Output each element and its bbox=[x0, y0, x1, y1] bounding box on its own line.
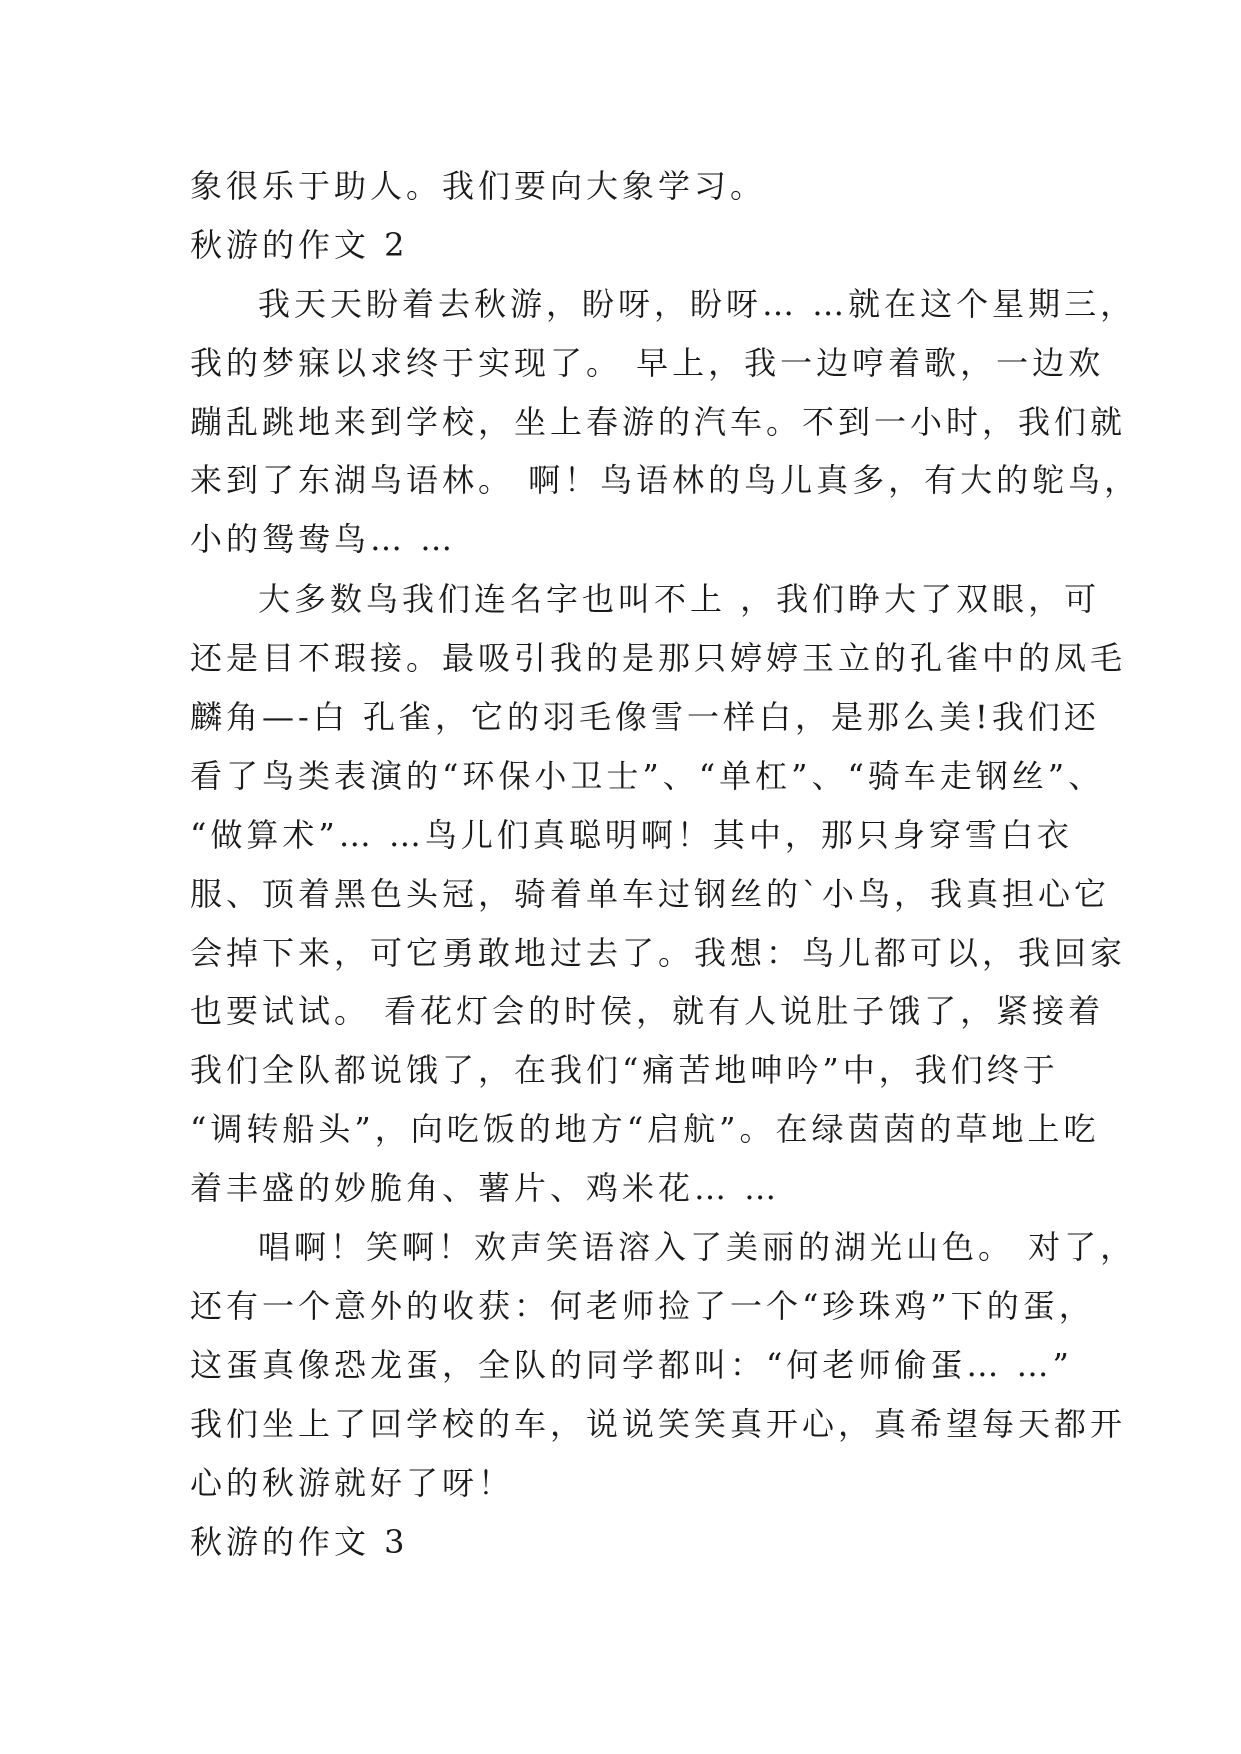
paragraph-line: 我天天盼着去秋游，盼呀，盼呀… …就在这个星期三， bbox=[258, 285, 1137, 323]
paragraph-line: “调转船头”，向吃饭的地方“启航”。在绿茵茵的草地上吃 bbox=[190, 1110, 1100, 1148]
paragraph-line: 来到了东湖鸟语林。 啊！鸟语林的鸟儿真多，有大的鸵鸟， bbox=[190, 461, 1141, 499]
paragraph-line: 蹦乱跳地来到学校，坐上春游的汽车。不到一小时，我们就 bbox=[190, 403, 1127, 441]
paragraph-line: 着丰盛的妙脆角、薯片、鸡米花… … bbox=[190, 1169, 781, 1207]
paragraph-line: 麟角—-白 孔雀，它的羽毛像雪一样白，是那么美!我们还 bbox=[190, 698, 1100, 736]
paragraph-line: 唱啊！笑啊！欢声笑语溶入了美丽的湖光山色。 对了， bbox=[258, 1228, 1137, 1266]
paragraph-line: 大多数鸟我们连名字也叫不上 ，我们睁大了双眼，可 bbox=[258, 580, 1101, 618]
paragraph-line: 我们全队都说饿了，在我们“痛苦地呻吟”中，我们终于 bbox=[190, 1051, 1059, 1089]
paragraph-line: 会掉下来，可它勇敢地过去了。我想：鸟儿都可以，我回家 bbox=[190, 934, 1127, 972]
section-heading: 秋游的作文 3 bbox=[190, 1523, 409, 1561]
paragraph-line: 看了鸟类表演的“环保小卫士”、“单杠”、“骑车走钢丝”、 bbox=[190, 757, 1105, 795]
paragraph-line: 还有一个意外的收获：何老师捡了一个“珍珠鸡”下的蛋， bbox=[190, 1287, 1095, 1325]
paragraph-line: 服、顶着黑色头冠，骑着单车过钢丝的`小鸟，我真担心它 bbox=[190, 875, 1111, 913]
paragraph-line: 象很乐于助人。我们要向大象学习。 bbox=[190, 167, 767, 205]
paragraph-line: 心的秋游就好了呀！ bbox=[190, 1464, 515, 1502]
paragraph-line: 还是目不瑕接。最吸引我的是那只婷婷玉立的孔雀中的凤毛 bbox=[190, 639, 1127, 677]
paragraph-line: “做算术”… …鸟儿们真聪明啊！其中，那只身穿雪白衣 bbox=[190, 816, 1073, 854]
paragraph-line: 小的鸳鸯鸟… … bbox=[190, 520, 457, 558]
paragraph-line: 这蛋真像恐龙蛋，全队的同学都叫：“何老师偷蛋… …” bbox=[190, 1346, 1073, 1384]
paragraph-line: 我的梦寐以求终于实现了。 早上，我一边哼着歌，一边欢 bbox=[190, 344, 1105, 382]
section-heading: 秋游的作文 2 bbox=[190, 226, 409, 264]
paragraph-line: 也要试试。 看花灯会的时侯，就有人说肚子饿了，紧接着 bbox=[190, 992, 1105, 1030]
paragraph-line: 我们坐上了回学校的车，说说笑笑真开心，真希望每天都开 bbox=[190, 1405, 1127, 1443]
